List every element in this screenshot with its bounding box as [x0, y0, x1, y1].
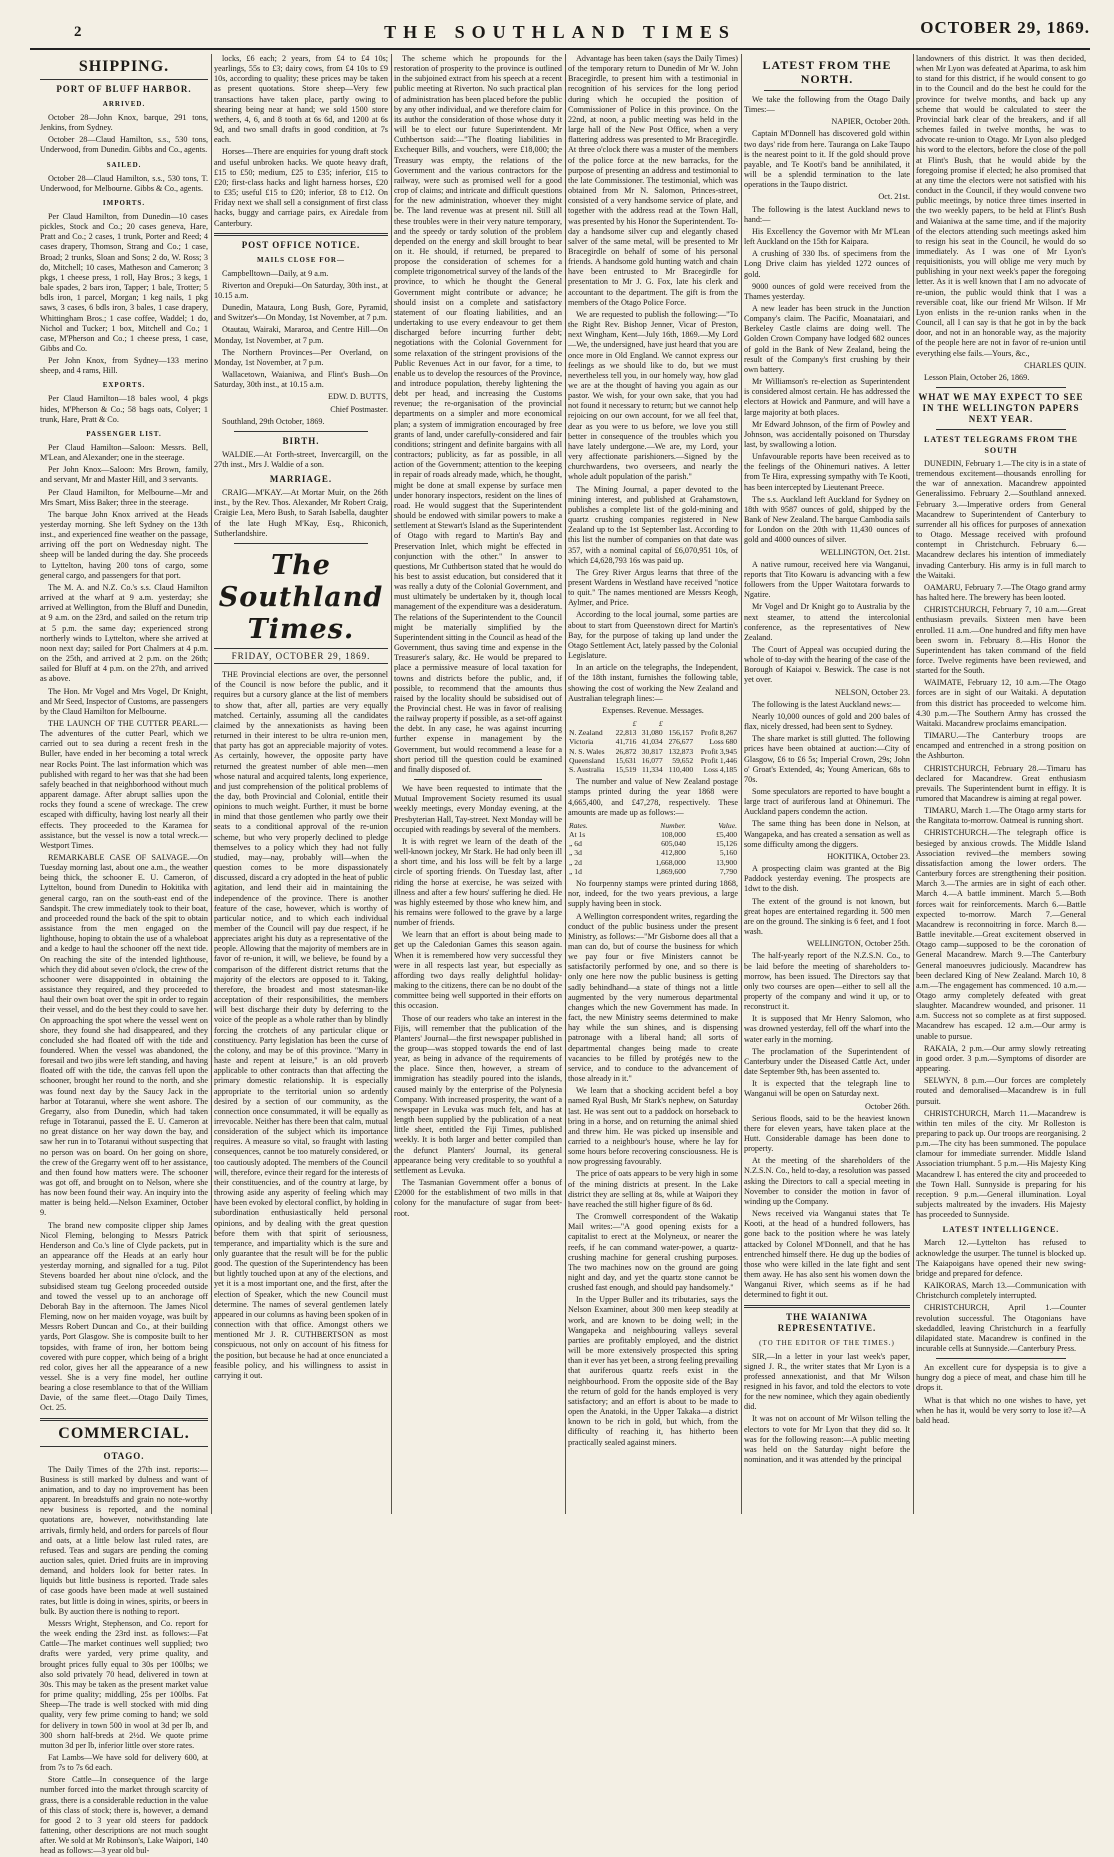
shipping-news: The barque John Knox arrived at the Heads yesterday morning. She left Sydney on the 13th inst., and experienced fine weather on the passage, arriving off the port on Wednesday night. The sheep will be landed during the day. She proceeds to Lyttelton, having 200 tons of cargo, some general cargo, and passengers for that port. [40, 509, 208, 580]
news-item: The Grey River Argus learns that three of the present Wardens in Westland have received "notice to quit." The names mentioned are Messrs Keogh, Aylmer, and Price. [568, 567, 738, 608]
table-cell: 41,034 [641, 737, 663, 747]
divider [936, 1358, 1066, 1359]
table-header [694, 719, 738, 728]
news-item: The s.s. Auckland left Auckland for Sydney on 18th with 9587 ounces of gold, shipped by the Bank of New Zealand. The barque Cambodia sails for London on the 20th with 11,430 ounces of gold and 4000 ounces of silver. [744, 494, 910, 545]
news-item: Mr Vogel and Dr Knight go to Australia by the next steamer, to attend the intercolonial conference, as the representatives of New Zealand. [744, 602, 910, 642]
table-cell: 108,000 [661, 830, 686, 840]
table-cell: Loss 680 [709, 737, 737, 747]
news-item: The number and value of New Zealand postage stamps printed during the year 1868 were 4,665,400, and £47,278, respectively. These amounts are made up as follows:— [568, 777, 738, 817]
news-item: Advantage has been taken (says the Daily Times) of the temporary return to Dunedin of Mr W. John Bracegirdle, to present him with a testimonial in recognition of his services for the long period during which he occupied the position of Commissioner of Police in this province. On the 22nd, at noon, a public meeting was held in the large hall of the New Post Office, when a very flattering address was presented to Mr Bracegirdle. At three o'clock there was a muster of the members of the police force at the new barracks, for the purpose of presenting an address and testimonial to the late Commissioner. The testimonial, which was obtained from Mr N. Salomon, Princes-street, consisted of a very handsome service of plate, and together with the address read at the Town Hall, was presented by his Honor the Superintendent. To-day a handsome silver cup and elegantly chased salver of the same metal, will be presented to Mr Bracegirdle on behalf of some of his personal friends. A handsome gold hunting watch and chain have been entrusted to Mr Bracegirdle for presentation to Mr J. G. Fox, late his clerk and accountant to the department. The gift is from the members of the Otago Police Force. [568, 54, 738, 307]
letter-signature: CHARLES QUIN. [1024, 360, 1086, 370]
table-cell: „ 6d [569, 839, 582, 849]
divider [414, 779, 542, 780]
news-item: We learn that a shocking accident befel a boy named Ryal Bush, Mr Stark's nephew, on Saturday last. He was sent out to a paddock on horseback to bring in a horse, and on returning the animal shied and threw him. He was picked up insensible and carried to a neighbour's house, where he lay for some hours before recovering consciousness. He is now progressing favourably. [568, 1086, 738, 1167]
intelligence-item: CHRISTCHURCH, April 1.—Counter revolution successful. The Otagonians have skedaddled, leaving Christchurch in a fearfully dilapidated state. Macandrew is confined in the incurable cells at Sunnyside.—Canterbury Press. [916, 1303, 1086, 1353]
news-item: No fourpenny stamps were printed during 1868, nor, indeed, for the two years previous, a large supply having been in stock. [568, 879, 738, 909]
shipping-heading: SHIPPING. [40, 58, 208, 80]
editorial-text: The scheme which he propounds for the restoration of prosperity to the province is outlined in the subjoined extract from his speech at a recent public meeting at Riverton. No such practical plan of administration has been placed before the public by any other individual, and we therefore claim for its author the consideration of those whose duty it will be to elect our future Superintendent. Mr Cuthbertson said:—"The floating liabilities in Exchequer Bills, and vouchers, were £18,000; the Treasury was empty, the relations of the Government and the various contractors for the railway, were such as promised well for a good crop of claims; and intricate and difficult questions for the new administration, whoever they might be. The land revenue was at present nil. Still all these troubles were in their very nature temporary, and the speedy or tardy solution of the problem depended on the energy and skill brought to bear on it. He should, if returned, be prepared to propose the consideration of schemes for a complete trigonometrical survey of the lands of the province, to which he thought the General Government might contribute or advance; he should insist on a complete and satisfactory statement of our floating liabilities, and an undertaking to use every endeavour to get them discharged before incurring further debt; negotiations with the Colonial Government for some relaxation of the stringent provisions of the Public Revenues Act in our favor, for a time, to enable us to develop the resources of the Province, and introduce population, thereby lightening the debt per head, and increasing the Customs revenue; the re-organisation of the provincial departments on a simpler and more economical plan; a system of immigration encouraged by free grants of land, under carefully-considered and fair conditions; stringent and definite bargains with all contractors; publicity, as far as possible, in all action of the Government; attention to the keeping in repair of roads already made, which, he thought, might be done at small expense by surface men under honorary inspectors, resident on the lines of road. He would suggest that the Superintendent should be endowed with similar powers to make a settlement at Stewart's Island as the Superintendent of Otago with regard to Martin's Bay and Preservation Inlet, which might be effected in conjunction with the other." In answer to questions, Mr Cuthbertson stated that he would do his best to assist education, but considered that it was really a duty of the Colonial Government, and must ultimately be undertaken by it, though local management of the expenditure was a desideratum. The relations of the Superintendent to the Council might be materially simplified by the Superintendent sitting in the Council as head of the Government, thus saving time and expense in the Treasurer's salary, &c. He would be prepared to place a permissive measure of local taxation for towns and districts before the public, and, if possible, to recommend that the amounts thus raised by the locality should be subsidised out of the Provincial chest. He was in favor of realising the railway property if possible, as a set-off against the debt. In any case, he was against incurring further expense in management by the Government, but would recommend a lease for a short period till the question could be examined and finally disposed of. [394, 54, 563, 774]
dateline: HOKITIKA, October 23. [827, 851, 910, 861]
table-header: Number. [660, 820, 686, 830]
news-item: Those of our readers who take an interest in the Fijis, will remember that the publication of the Planters' Journal—the first newspaper published in the group—was stopped towards the end of last year, as being in advance of the requirements of the place. Since then, however, a stream of immigration has steadily poured into the islands, caused mainly by the enterprise of the Polynesia Company. With increased prosperity, the want of a newspaper in Levuka was much felt, and has at length been supplied by the publication of a neat little sheet, entitled the Fiji Times, published weekly. It is both larger and better compiled than the defunct Planters' Journal, its general appearance being very creditable to so youthful a settlement as Levuka. [394, 1013, 562, 1175]
issue-date: OCTOBER 29, 1869. [920, 18, 1090, 37]
commercial-text: Fat Lambs—We have sold for delivery 600, at from 7s to 7s 6d each. [40, 1752, 208, 1773]
column-4 [568, 54, 738, 1514]
news-item: The Tasmanian Government offer a bonus of £2000 for the establishment of two mills in that colony for the manufacture of sugar from beet-root. [394, 1178, 562, 1218]
table-cell: 412,800 [661, 848, 686, 858]
telegram-item: CHRISTCHURCH, March 11.—Macandrew is within ten miles of the city. Mr Rolleston is preparing to pack up. Our troops are reorganising. 2 p.m.—The city has been summoned. The populace clamour for immediate surrender. Middle Island Association triumphant. 5 p.m.—His Majesty King Macandrew I. has entered the city and proceeded to the Town Hall. Sunnyside is preparing for his reception. 9 p.m.—General illumination. Loyal subjects maltreated by the invaders. His Majesty has proceeded to Sunnyside. [916, 1108, 1086, 1220]
commercial-text: The Daily Times of the 27th inst. reports:—Business is still marked by dulness and want of animation, and to day no improvement has been apparent. In breadstuffs and grain no note-worthy new business is reported, and the nominal quotations are, however, notwithstanding late arrivals, firmly held, and orders for parcels of flour and oats, at a little below last ruled rates, are refused. Teas and sugars are pending the coming auction sales, quiet. Dried fruits are in improving demand, and holders look for better rates. In liquids but little business is reported. Trade sales of case goods have been made at well sustained rates, but little is doing in wines, spirits, or beers in bulk. By auction there is nothing to report. [40, 1464, 208, 1616]
table-cell: „ 1d [569, 866, 582, 876]
column-2 [214, 54, 388, 1514]
divider [936, 387, 1066, 388]
editorial-dateline: FRIDAY, OCTOBER 29, 1869. [214, 648, 388, 664]
table-cell: 59,652 [672, 755, 694, 765]
table-row [568, 737, 738, 746]
mail-line: Riverton and Orepuki—On Saturday, 30th inst., at 10.15 a.m. [214, 280, 388, 300]
section-divider [744, 1305, 910, 1308]
dateline: October 26th. [864, 1101, 910, 1111]
imports-text: Per Claud Hamilton, from Dunedin—10 cases pickles, Stock and Co.; 20 cases geneva, Hare, Pratt and Co.; 2 cases, 1 trunk, Porter and Reed; 4 cases drapery, Thomson, Strang and Co.; 1 case, Broad; 2 trunks, Sloan and Sons; 2 do, W. Ross; 3 do, Mitchell; 10 cases, Matheson and Cameron; 3 pkgs, 1 cheese press, 1 roll, Hay Bros.; 3 kegs, 1 bale spades, 2 bars iron, Tapper; 1 bale, Trotter; 5 bdls iron, 1 parcel, Morgan; 1 keg nails, 1 pkg saws, 3 cases, 6 bdls iron, 3 bales, 1 case drapery, Whittingham Bros.; 1 case coffee, Waddel; 1 do, Nichol and Tucker; 1 box, Mitchell and Co.; 1 case, M'Pherson and Co.; 1 cheese press, 1 case, Gibbs and Co. [40, 211, 208, 353]
table-cell: Queensland [569, 755, 605, 765]
news-item: A new leader has been struck in the Junction Company's claim. The Pacific, Moanataiari, and Berkeley Castle claims are doing well. The Golden Crown Company have lodged 682 ounces of gold in the Bank of New Zealand, being the result of the Company's first crushing by their own battery. [744, 303, 910, 374]
letter-date: Lesson Plain, October 26, 1869. [924, 372, 1030, 382]
table-header-row [568, 821, 738, 830]
news-item: We are requested to publish the following:—"To the Right Rev. Bishop Jenner, Vicar of Preston, next Wingham, Kent—July 16th, 1869.—My Lord—We, the undersigned, have just heard that you are once more in Old England. We cannot express our feelings as we should like to do, but we must nevertheless tell you, in our homely way, how glad we are at the thought of having you again as our pastor. We wish, for your own sake, that you had not found it necessary to return; but we cannot help rejoicing on our own account, for we all feel that, dear as you were to us before, we love you still better in consequence of the troubles which you have lately undergone.—We are, my Lord, your very affectionate parishioners.—Signed by the churchwardens, two overseers, and nearly the whole adult population of the parish." [568, 309, 738, 482]
divider [936, 429, 1066, 430]
paper-nameplate: The Southland Times. [218, 549, 384, 645]
mail-line: The Northern Provinces—Per Overland, on Monday, 1st November, at 7 p.m. [214, 347, 388, 367]
table-header: £ [632, 719, 637, 728]
telegram-item: OAMARU, February 7.—The Otago grand army has halted here. The brewery has been looted. [916, 582, 1086, 603]
table-row [568, 848, 738, 857]
column-rule [565, 54, 566, 1514]
news-item: News received via Wanganui states that Te Kooti, at the head of a hundred followers, has gone back to the position where he was lately attacked by Colonel M'Donnell, and that he has entrenched himself there. He dug up the bodies of those who were killed in the late fight and sent them away. He has also sent his women down the Wanganui River, which seems as if he had determined to fight it out. [744, 1209, 910, 1300]
letter-text: It was not on account of Mr Wilson telling the electors to vote for Mr Lyon that they did so. It was for the following reason:—A public meeting was held on the Saturday night before the nomination, and it was attended by the principal [744, 1414, 910, 1465]
letter-text: SIR,—In a letter in your last week's paper, signed J. R., the writer states that Mr Lyon is a professed annexationist, and that Mr Wilson resigned in his favor, and told the electors to vote for the new nominee, which they again obediently did. [744, 1351, 910, 1412]
news-item: His Excellency the Governor with Mr M'Lean left Auckland on the 15th for Kaipara. [744, 226, 910, 247]
news-item: The following is the latest Auckland news to hand:— [744, 204, 910, 224]
editorial-text: THE Provincial elections are over, the personnel of the Council is now before the public, and it requires but a cursory glance at the list of members to show that, after all, parties are very equally matched. Certainly, assuming all the candidates claimed by the annexationists as having been returned in their interest to be ultra re-union men, that party has got an appreciable majority of votes. As certainly, however, the opposite party have returned the greatest number of able men—men whose natural and acquired talents, long experience, and just comprehension of the political problems of the day, both Provincial and Colonial, entitle their opinions to much weight. Further, it must be borne in mind that those gentlemen who partly owe their seats to a conditional approval of the re-union scheme, but who very properly declined to pledge themselves to a policy which they had not fully studied, may—nay, probably will—when the question comes to be more dispassionately discussed, discard a cry adopted in the heat of public agitation, and lend their aid in maintaining the independence of the province. There is another feature of the case, however, which is worthy of particular notice, and to which each individual member of the Council will pay due respect, if he appreciates aright his duty as a representative of the people. Allowing that the majority of members are in favor of re-union, it will, we believe, be found by a comparison of the different district returns that the majority of the electors are opposed to it. Taking, therefore, the broadest and most statesman-like acceptation of their responsibilities, the members will best discharge their duty by deferring to the voice of the people as a whole rather than by blindly forcing the crotchets of any particular clique or constituency. Party legislation has been the curse of the colony, and may be of this province. "Marry in haste and repent at leisure," is an old proverb applicable to other contracts than that affecting the primary domestic relationship. It is especially appropriate to the territorial union so ardently desired by a section of our community, as the connection once consummated, it will be equally as irrevocable. Neither has there been that calm, mutual consideration of the subject which its importance requires. A measure so vital, so fraught with lasting consequences, cannot be too maturely considered, or too cautiously adopted. The members of the Council will, therefore, evince their regard for the interests of their constituencies, and of the country at large, by throwing aside any asperity of feeling which may have been evoked by electoral conflict, by holding in subordination enthusiastically held personal opinions, and by dealing with the great question before them with that spirit of seriousness, temperance, and impartiality which is the sure and only guarantee that the result will be for the public good. The question of the Superintendency has been but lightly touched upon at any of the elections, and yet it is a most important one, and the first, after the election of Speaker, which the new Council must determine. The names of several gentlemen lately appeared in our columns as having been spoken of in connection with that office. Amongst others we mentioned Mr J. R. CUTHBERTSON as most conspicuous, not only on account of his fitness for the position, but because he had at once enunciated a feasible policy, and his willingness to assist in carrying it out. [214, 670, 388, 1380]
page-number: 2 [74, 24, 82, 40]
news-item: A Wellington correspondent writes, regarding the conduct of the public business under the present Ministry, as follows:—"Mr Gisborne does all that a man can do, but of course the business for which we pay four or five Ministers cannot be satisfactorily performed by one, and so there is only one here now the public business is getting sadly behindhand—a state of things not a little augmented by the very numerous departmental changes which the new Government has made. In fact, the new Ministry seems determined to make hay while the sun shines, and is dispensing patronage with a liberal hand; all sorts of departmental changes being made to create vacancies to be filled by protégés new to the service, and to conduce to the advancement of those already in it." [568, 911, 738, 1084]
table-cell: 156,157 [668, 728, 694, 738]
marriage-notice: CRAIG—M'KAY.—At Mortar Muir, on the 26th inst., by the Rev. Thos. Alexander, Mr Robert Craig, Craigie Lea, Mero Bush, to Sarah Isabella, daughter of the late Hugh M'Kay, Esq., Rhiconich, Sutherlandshire. [214, 488, 388, 538]
divider [234, 431, 368, 432]
table-cell: 15,631 [615, 755, 637, 765]
table-cell: 11,334 [642, 765, 663, 775]
mail-line: Otautau, Wairaki, Mararoa, and Centre Hill—On Monday, 1st November, at 7 p.m. [214, 325, 388, 345]
passenger-entry: Per Claud Hamilton—Saloon: Messrs. Bell, M'Lean, and Alexander; one in the steerage. [40, 442, 208, 463]
arrival-entry: October 28—Claud Hamilton, s.s., 530 tons, Underwood, from Dunedin. Gibbs and Co., agents. [40, 135, 208, 155]
shipping-news: THE LAUNCH OF THE CUTTER PEARL.—The adventures of the cutter Pearl, which we carried out to sea during a recent fresh in the Buller, have ended in her becoming a total wreck near Rocks Point. The last information which was published with regard to her was that she had been safely beached in that neighborhood without much apparent damage. After abrupt sallies upon the rocks they found a scene of wreckage. The crew escaped with difficulty, having lost nearly all their effects. They proceeded to the Karamea for assistance, but the vessel is now a total wreck.—Westport Times. [40, 718, 208, 850]
table-header [664, 719, 695, 728]
table-cell: £5,400 [716, 830, 737, 840]
news-item: We learn that an effort is about being made to get up the Caledonian Games this season again. When it is remembered how very successful they were in all respects last year, but especially as affording two days really delightful holiday-making to the citizens, there can be no doubt of the committee being well supported in their efforts on this occasion. [394, 930, 562, 1011]
news-item: Mr Williamson's re-election as Superintendent is considered almost certain. He has addressed the electors at Howick and Panmure, and will have a large majority at both places. [744, 377, 910, 417]
birth-notice: WALDIE.—At Forth-street, Invercargill, on the 27th inst., Mrs J. Waldie of a son. [214, 449, 388, 469]
news-intro: We take the following from the Otago Daily Times:— [744, 95, 910, 115]
table-cell: 22,813 [615, 728, 637, 738]
table-cell: N. S. Wales [569, 746, 605, 756]
column-1 [40, 54, 208, 1856]
sailed-heading: SAILED. [106, 160, 142, 169]
news-item: In an article on the telegraphs, the Independent, of the 18th instant, furnishes the following table, showing the cost of working the New Zealand and Australian telegraph lines:— [568, 663, 738, 703]
column-6 [916, 54, 1086, 1514]
news-item: According to the local journal, some parties are about to start from Queenstown direct for Martin's Bay, for the purpose of taking up land under the Otago Settlement Act, lately passed by the Colonial Legislature. [568, 610, 738, 661]
table-cell: 1,869,600 [655, 866, 686, 876]
news-item: 9000 ounces of gold were received from the Thames yesterday. [744, 281, 910, 301]
news-item: Unfavourable reports have been received as to the feelings of the Ohinemuri natives. A letter from Te Hira, expressing sympathy with Te Kooti, has been intercepted by Lieutenant Preece. [744, 452, 910, 492]
table-row [568, 728, 738, 737]
otago-heading: OTAGO. [103, 1450, 145, 1461]
column-rule [391, 54, 392, 1514]
column-3 [394, 54, 562, 1514]
telegrams-heading: LATEST TELEGRAMS FROM THE SOUTH [924, 435, 1078, 455]
intelligence-item: KAIKORAS, March 13.—Communication with Christchurch completely interrupted. [916, 1281, 1086, 1301]
table-cell: Victoria [569, 737, 594, 747]
news-item: Some speculators are reported to have bought a large tract of auriferous land at Ohinemuri. The Auckland papers condemn the action. [744, 787, 910, 817]
table-cell: 5,160 [719, 848, 737, 858]
masthead [30, 18, 1090, 50]
table-header: Value. [718, 820, 737, 830]
table-header: Rates. [569, 820, 588, 830]
table-row [568, 830, 738, 839]
table-cell: 30,817 [641, 746, 663, 756]
passengers-heading: PASSENGER LIST. [86, 429, 162, 438]
arrived-heading: ARRIVED. [102, 100, 146, 108]
news-item: The Court of Appeal was occupied during the whole of to-day with the hearing of the case of the Borough of Kaiapoi v. Beswick. The case is not yet over. [744, 644, 910, 685]
table-header: £ [658, 719, 663, 728]
exports-text: Per Claud Hamilton—18 bales wool, 4 pkgs hides, M'Pherson & Co.; 58 bags oats, Colyer; 1 trunk, Hare, Pratt & Co. [40, 394, 208, 424]
dateline: WELLINGTON, October 25th. [806, 939, 910, 949]
telegraph-table-caption: Expenses. Revenue. Messages. [602, 705, 704, 715]
section-divider [40, 1418, 208, 1421]
mails-close-heading: MAILS CLOSE FOR— [257, 255, 345, 264]
postmaster-title: Chief Postmaster. [330, 404, 388, 414]
imports-text: Per John Knox, from Sydney—133 merino sheep, and 4 rams, Hill. [40, 356, 208, 376]
latest-north-heading: LATEST FROM THE NORTH. [762, 58, 892, 86]
letter-heading: THE WAIANIWA REPRESENTATIVE. [777, 1311, 877, 1333]
telegraph-table [568, 719, 738, 774]
filler-item: An excellent cure for dyspepsia is to give a hungry dog a piece of meat, and chase him till he drops it. [916, 1363, 1086, 1393]
news-item: A crushing of 330 lbs. of specimens from the Long Drive claim has yielded 1272 ounces of gold. [744, 249, 910, 279]
table-cell: 13,900 [716, 857, 737, 867]
table-cell: 1,668,000 [655, 857, 686, 867]
table-cell: 110,400 [668, 765, 694, 775]
table-cell: Profit 8,267 [700, 728, 737, 738]
table-header-row [568, 719, 738, 728]
market-text: Horses—There are enquiries for young draft stock and useful unbroken hacks. We quote heavy draft, £15 to £50; medium, £25 to £35; inferior, £15 to £20; first-class hacks and light harness horses, £20 to £35; useful £15 to £20; inferior, £8 to £12. On Friday next we shall sell a consignment of first class hacks, buggy and carriage pairs, ex Airedale from Canterbury. [214, 147, 388, 228]
news-item: In the Upper Buller and its tributaries, says the Nelson Examiner, about 300 men keep steadily at work, and are known to be doing well; in the Wangapeka and neighbouring valleys several parties are profitably employed, and the district will be more extensively prospected this spring than it ever has yet been, a strong feeling prevailing that auriferous quartz reefs exist in the neighbourhood. From the opposite side of the Bay the return of gold for the hands employed is very satisfactory; and an effort is about to be made to open the Anatoki, in the Upper Takaka—a district known to be rich in gold, but which, from the difficulty of reaching it, has hitherto been practically sealed against miners. [568, 1295, 738, 1447]
table-cell: 132,873 [668, 746, 694, 756]
news-item: The proclamation of the Superintendent of Canterbury under the Diseased Cattle Act, under date September 9th, has been assented to. [744, 1046, 910, 1077]
post-dateline: Southland, 29th October, 1869. [222, 416, 325, 426]
column-rule [913, 54, 914, 1514]
table-cell: 26,872 [615, 746, 637, 756]
table-row [568, 839, 738, 848]
table-row [568, 765, 738, 774]
dateline: NELSON, October 23. [834, 687, 910, 697]
mail-line: Campbelltown—Daily, at 9 a.m. [222, 268, 329, 278]
exports-heading: EXPORTS. [102, 381, 146, 390]
news-item: The share market is still glutted. The following prices have been obtained at auction:—City of Glasgow, £6 to £6 5s; Imperial Crown, 29s; John o' Groat's Extended, 4s; Young American, 68s to 70s. [744, 734, 910, 784]
intelligence-heading: LATEST INTELLIGENCE. [942, 1225, 1060, 1235]
table-cell: S. Australia [569, 765, 605, 775]
table-cell: 16,077 [641, 755, 663, 765]
newspaper-title: THE SOUTHLAND TIMES [384, 22, 736, 42]
news-item: Serious floods, said to be the heaviest known there for eleven years, have taken place at the Hutt. Considerable damage has been done to property. [744, 1113, 910, 1154]
news-item: Captain M'Donnell has discovered gold within two days' ride from here. Tauranga on Lake Taupo is the nearest point to it. If the gold should prove payable, and Te Kooti's band be annihilated, it will be a splendid termination to the late operations in the Taupo district. [744, 129, 910, 190]
table-cell: Profit 1,446 [700, 755, 737, 765]
news-item: At the meeting of the shareholders of the N.Z.S.N. Co., held to-day, a resolution was passed asking the Directors to call a special meeting in November to consider the motion in favor of winding up the Company. [744, 1156, 910, 1206]
passenger-entry: Per Claud Hamilton, for Melbourne—Mr and Mrs Smart, Miss Baker; three in the steerage. [40, 487, 208, 507]
telegram-item: CHRISTCHURCH.—The telegraph office is besieged by anxious crowds. The Middle Island Association revived—the members sowing dissatisfaction among the lower orders. The Canterbury forces are strengthening their position. March 3.—The armies are in sight of each other. March 4.—A battle imminent. March 5.—Both forces wait for reinforcements. March 6.—Battle expected to-morrow. March 7.—General Macandrew is reconnoitring in force. March 8.—Battle inevitable.—Great excitement observed in Otago camp—supposed to be the coronation of General Macandrew. March 9.—The Canterbury General manoeuvres judiciously. Macandrew has been declared King of New Zealand. March 10, 8 a.m.—The engagement has commenced. 10 a.m.—Otago army completely defeated with great slaughter. Macandrew wounded, and prisoner. 11 a.m. Success not so complete as at first supposed. Macandrew has escaped. 12 a.m.—Our army is unable to pursue. [916, 828, 1086, 1041]
news-item: We have been requested to intimate that the Mutual Improvement Society resumed its usual weekly meetings, every Monday evening, at the Presbyterian Hall, Tay-street. Next Monday will be occupied with readings by several of the members. [394, 784, 562, 834]
mail-line: Wallacetown, Waianiwa, and Flint's Bush—On Saturday, 30th inst., at 10.15 a.m. [214, 370, 388, 390]
table-cell: „ 2d [569, 857, 582, 867]
table-row [568, 756, 738, 765]
mail-line: Dunedin, Mataura, Long Bush, Gore, Pyramid, and Switzer's—On Monday, 1st November, at 7 p.m. [214, 303, 388, 323]
table-cell: Loss 4,185 [703, 765, 737, 775]
dateline: Oct. 21st. [878, 192, 910, 202]
news-item: The half-yearly report of the N.Z.S.N. Co., to be laid before the meeting of shareholders to-morrow, has been issued. The Directors say that only two courses are open—either to sell all the property of the company and wind it up, or to reconstruct it. [744, 951, 910, 1012]
port-heading: PORT OF BLUFF HARBOR. [56, 84, 192, 94]
table-header [568, 719, 611, 728]
news-item: It is with regret we learn of the death of the well-known jockey, Mr Stark. He had only been ill a short time, and his loss will be felt by a large circle of sporting friends. On Tuesday last, after riding the horse at exercise, he was seized with illness and after a few hours' suffering he died. He was highly esteemed by those who knew him, and his remains were followed to the grave by a large number of friends. [394, 836, 562, 928]
telegram-item: SELWYN, 8 p.m.—Our forces are completely routed and demoralised—Macandrew is in full pursuit. [916, 1076, 1086, 1106]
column-rule [211, 54, 212, 1514]
divider [234, 543, 368, 544]
table-cell: 15,126 [716, 839, 737, 849]
commercial-heading: COMMERCIAL. [40, 1425, 208, 1447]
telegram-item: DUNEDIN, February 1.—The city is in a state of tremendous excitement—thousands enrolling for the war of annexation. Macandrew appointed Generalissimo. February 2.—Southland annexed. February 3.—Imperative orders from General Macandrew to Superintendent of Canterbury to surrender all his offices for purposes of annexation to Otago. Message received with profound contempt in Christchurch. February 6.—Macandrew declares his intention of immediately invading Canterbury. His army is in full march to the Waitaki. [916, 459, 1086, 580]
table-cell: 7,790 [719, 866, 737, 876]
column-rule [741, 54, 742, 1514]
arrival-entry: October 28—John Knox, barque, 291 tons, Jenkins, from Sydney. [40, 113, 208, 133]
shipping-news: The brand new composite clipper ship James Nicol Fleming, belonging to Messrs Patrick Henderson and Co.'s line of Clyde packets, put in an appearance off the Heads at an early hour yesterday morning, and signalled for a tug. Pilot Stevens boarded her about nine o'clock, and the subsidised steam tug Geelong proceeded outside and towed the vessel up to an anchorage off Deborah Bay in the afternoon. The James Nicol Fleming, now on her maiden voyage, was built by Messrs Robert Duncan and Co., at their building yards, Port Glasgow. She is composite built to her topsides, with frame of iron, her bottom being covered with pure copper, which being of a bright red color, gives her all the appearance of a new vessel. She is a very fine model, her outline bearing a close resemblance to that of the William Davie, of the same fleet.—Otago Daily Times, Oct. 25. [40, 1220, 208, 1413]
table-row [568, 858, 738, 867]
filler-item: What is that which no one wishes to have, yet when he has it, would be very sorry to lose it?—A bald head. [916, 1395, 1086, 1425]
marriage-heading: MARRIAGE. [269, 474, 333, 485]
dateline: NAPIER, October 20th. [831, 117, 910, 127]
news-item: A native rumour, received here via Wanganui, reports that Tito Kowaru is advancing with a few followers from the Upper Waitotara forwards to Ngatire. [744, 559, 910, 600]
news-item: The Cromwell correspondent of the Wakatip Mail writes:—"A good opening exists for a capitalist to erect at the Molyneux, or nearer the reefs, if he can command water-power, a quartz-crushing machine for general crushing purposes. The two machines now on the ground are going night and day, and yet the quartz stone cannot be crushed fast enough, and should pay handsomely." [568, 1212, 738, 1293]
divider [764, 90, 890, 91]
news-item: The Mining Journal, a paper devoted to the mining interest, and published at Grahamstown, publishes a complete list of the gold-mining and quartz crushing companies registered in New Zealand up to the 1st September last. According to this list the number of companies on that date was 357, with a nominal capital of £6,070,951 10s, of which £4,628,793 16s was paid up. [568, 484, 738, 565]
postmaster-signature: EDW. D. BUTTS, [328, 392, 388, 402]
sailing-entry: October 28—Claud Hamilton, s.s., 530 tons, T. Underwood, for Melbourne. Gibbs & Co., agents. [40, 173, 208, 193]
news-item: The same thing has been done in Nelson, at Wangapeka, and has created a sensation as well as some difficulty among the diggers. [744, 819, 910, 849]
table-cell: „ 3d [569, 848, 582, 858]
table-cell: N. Zealand [569, 728, 603, 738]
news-item: It is expected that the telegraph line to Wanganui will be open on Saturday next. [744, 1079, 910, 1099]
stamps-table [568, 821, 738, 876]
news-item: Mr Edward Johnson, of the firm of Powley and Johnson, was accidentally poisoned on Thursday last, by swallowing a lotion. [744, 419, 910, 449]
table-row [568, 867, 738, 876]
telegram-item: TIMARU.—The Canterbury troops are encamped and entrenched in a strong position on the Ashburton. [916, 731, 1086, 761]
table-cell: 31,080 [641, 728, 663, 738]
table-cell: 276,677 [668, 737, 694, 747]
shipping-news: The Hon. Mr Vogel and Mrs Vogel, Dr Knight, and Mr Seed, Inspector of Customs, are passengers by the Claud Hamilton for Melbourne. [40, 686, 208, 716]
table-cell: 605,040 [661, 839, 686, 849]
birth-heading: BIRTH. [282, 435, 320, 446]
shipping-news: REMARKABLE CASE OF SALVAGE.—On Tuesday morning last, about one a.m., the weather being thick, the schooner E. U. Cameron, of Lyttelton, bound from Dunedin to Hokitika with general cargo, ran on the south-east end of the Sandspit. The crew immediately took to their boat, and proceeded round the back of the spit to obtain assistance from the men engaged on the lighthouse, hoping to obtain the use of a whaleboat and a kedge to haul the schooner off the next tide. On reaching the site of the intended lighthouse, which they did about seven o'clock, the crew of the schooner were disappointed in obtaining the assistance they required, and they proceeded to haul their own boat over the spit in order to regain their vessel, and do the best they could to save her. On approaching the spot where the vessel went on shore, they found she had disappeared, and they concluded she had floated off with the tide and foundered. When the vessel was abandoned, the foresail and two jibs were left standing, and having floated off with the tide, the canvas fell upon the schooner, brought her round to the north, and she was found next day by the Saucy Jack in the harbor at Totaranui, where she went ashore. The Gregarry, also from Dunedin, which had taken refuge in Totaranui, passed the E. U. Cameron at no great distance on her way down the bay, and saw her run in to Totaranui without suspecting that no person was on board. On her going on shore, the crew of the Gregarry went off to her assistance, and then found how matters were. The schooner was got off, and brought on to Nelson, where she has now been found their way. An inquiry into the matter is being held.—Nelson Examiner, October 9. [40, 853, 208, 1218]
news-item: It is supposed that Mr Henry Salomon, who was drowned yesterday, fell off the wharf into the water early in the morning. [744, 1014, 910, 1044]
expect-heading: WHAT WE MAY EXPECT TO SEE IN THE WELLINGTON PAPERS NEXT YEAR. [918, 392, 1084, 424]
letter-subheading: (TO THE EDITOR OF THE TIMES.) [759, 1338, 895, 1347]
imports-heading: IMPORTS. [102, 198, 146, 207]
telegram-item: CHRISTCHURCH, February 28.—Timaru has declared for Macandrew. Great enthusiasm prevails. The Superintendent burnt in effigy. It is rumored that Macandrew is aiming at regal power. [916, 763, 1086, 803]
post-office-heading: POST OFFICE NOTICE. [241, 239, 361, 250]
table-cell: At 1s [569, 830, 586, 840]
dateline: WELLINGTON, Oct. 21st. [820, 547, 910, 557]
column-5 [744, 54, 910, 1514]
intelligence-item: March 12.—Lyttelton has refused to acknowledge the usurper. The tunnel is blocked up. The Kaiapoigans have opened their new swing-bridge and prepared for defence. [916, 1238, 1086, 1278]
table-row [568, 747, 738, 756]
news-item: The price of oats appears to be very high in some of the mining districts at present. In the Lake district they are selling at 8s, while at Waipori they have reached the still higher figure of 8s 6d. [568, 1169, 738, 1209]
telegram-item: TIMARU, March 1.—The Otago army starts for the Rangitata to-morrow. Oatmeal is running short. [916, 806, 1086, 826]
market-text: locks, £6 each; 2 years, from £4 to £4 10s; yearlings, 55s to £3; dairy cows, from £4 10s to £9 10s, according to quality; these prices may be taken as present quotations. Store sheep—Very few transactions have taken place, partly owing to shearing being near at hand; we sold 1500 store wethers, 4, 6, and 8 tooth at 6s 6d, and 1200 at 6s 9d, and two small drafts in good condition, at 7s each. [214, 54, 388, 145]
letter-text: landowners of this district. It was then decided, when Mr Lyon was defeated at Aparima, to ask him to stand for this district, if he would consent to go in to the Council and do the best he could for the province for twelve months, and back up any scheme that would be calculated to steer the Provincial bark clear of the breakers, and if all schemes failed in twelve months, he was to advocate re-union to Otago. Mr Lyon also pledged his word to the electors, before the close of the poll at Flint's Bush, that he would abide by the foregoing promise if elected; he also promised that at any time the electors were not satisfied with his conduct in the Council, if they would convene two public meetings, by notice three times inserted in the two weekly papers, to be held at Flint's Bush and Waianiwa at the same time, and if the majority of the electors attending such meetings asked him to resign his seat in the Council, he would do so immediately. As I was one of Mr Lyon's requisitionists, you will oblige me very much by publishing in your next week's paper the foregoing letter. As it is well known that I am no advocate of re-union, the public would think that I was a reversible coat, like our friend Mr Wilson. If Mr Lyon enlists in the re-union ranks when in the Council, all I can say is that he got in by the back door, and not in an honorable way, as the majority of the people here are not in favor of re-union until everything else fails.—Yours, &c., [916, 54, 1086, 358]
news-item: The following is the latest Auckland news:— [752, 699, 901, 709]
commercial-text: Store Cattle—In consequence of the large number forced into the market through scarcity of grass, there is a considerable reduction in the value of this class of stock; there is, however, a demand for good 2 to 3 year old steers for paddock fattening, other descriptions are not much sought after. We sold at Mr Robinson's, Lake Waipori, 140 head as follows:—3 year old bul- [40, 1775, 208, 1856]
section-divider [214, 233, 388, 236]
news-item: Nearly 10,000 ounces of gold and 200 bales of flax, nicely dressed, had been sent to Sydney. [744, 711, 910, 732]
table-cell: Profit 3,945 [700, 746, 737, 756]
news-item: The extent of the ground is not known, but great hopes are entertained regarding it. 500 men are on the ground. The sinking is 6 feet, and 1 foot wash. [744, 896, 910, 937]
commercial-text: Messrs Wright, Stephenson, and Co. report for the week ending the 23rd inst. as follows:—Fat Cattle—The market continues well supplied; two drafts were yarded, very prime quality, and brought prices fully equal to 30s per 100lbs; we also sold privately 70 head, delivered in town at 30s. This may be taken as the present market value for prime quality; middling, 25s per 100lbs. Fat Sheep—The trade is well stocked with mid ding quality, very few prime coming to hand; we sold for delivery in town 500 in wool at 3d per lb, and 300 shorn half-breds at 2½d. We quote prime mutton 3d per lb, inferior little over store rates. [40, 1618, 208, 1750]
telegram-item: WAIMATE, February 12, 10 a.m.—The Otago forces are in sight of our Waitaki. A deputation from this district has proceeded to welcome him. 4.30 p.m.—The Southern Army has crossed the Waitaki. Macandrew proclaims emancipation. [916, 678, 1086, 728]
table-cell: 41,716 [615, 737, 637, 747]
shipping-news: The M. A. and N.Z. Co.'s s.s. Claud Hamilton arrived at the wharf at 9 a.m. yesterday; she arrived at Wellington, from the Bluff and Dunedin, at 9 a.m. on the 23rd, and sailed on the return trip at 5 p.m. the same day; experienced strong northerly winds to Lyttelton, where she arrived at noon next day; sailed for Port Chalmers at 4 p.m. on the 25th, and arrived at 2 p.m. on the 26th; sailed for Bluff at 4 p.m. on the 27th, and arrived as above. [40, 582, 208, 684]
table-cell: 15,519 [615, 765, 637, 775]
passenger-entry: Per John Knox—Saloon: Mrs Brown, family, and servant, Mr and Master Hill, and 3 servants. [40, 465, 208, 485]
telegram-item: CHRISTCHURCH, February 7, 10 a.m.—Great enthusiasm prevails. Sixteen men have been enrolled. 11 a.m.—One hundred and fifty men have been sworn in. February 8.—His Honor the Superintendent has taken command of the field force. Twelve regiments have been reviewed, and started for the South. [916, 605, 1086, 676]
news-item: A prospecting claim was granted at the Big Paddock yesterday evening. The prospects are 1dwt to the dish. [744, 864, 910, 894]
telegram-item: RAKAIA, 2 p.m.—Our army slowly retreating in good order. 3 p.m.—Symptoms of disorder are appearing. [916, 1043, 1086, 1074]
